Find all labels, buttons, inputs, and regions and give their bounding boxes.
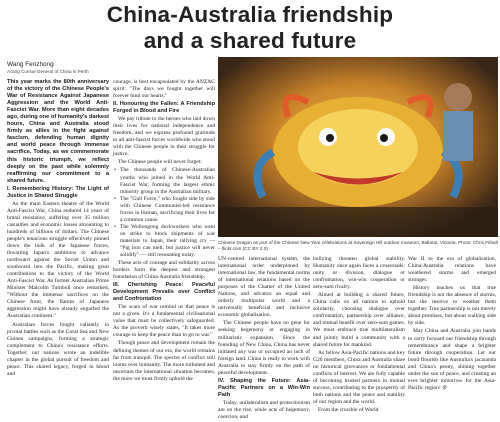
paragraph: We pay tribute to the heroes who laid down their lives for national independence and freedom, and we express profound gratitude to all anti-fascist forces worldwide who stood with the Chinese people in their struggle for justice. xyxy=(113,116,215,158)
paragraph: History teaches us that true friendship is not the absence of storms, but the resolve to weather them together. True partnership is not merely about promises, but about walking side by side. xyxy=(408,285,496,327)
paragraph: War II to the era of globalisation, China-Australia relations have weathered storms and emerged stronger. xyxy=(408,256,496,284)
dragon-photo xyxy=(218,57,498,237)
dragon-photo-image xyxy=(218,57,498,237)
headline-line-1: China-Australia friendship xyxy=(106,2,394,27)
paragraph: Today, unilateralism and protectionism are on the rise, while acts of hegemony, coercion, and xyxy=(218,399,310,420)
paragraph: The Chinese people will never forget: xyxy=(118,159,202,166)
paragraph: May China and Australia join hands to carry forward our friendship through remembrance and shape a brighter future through cooperation. Let our bond flourish like Australia's jacaranda and China's peony, shining together under the sun of peace, and creating an ever brighter tomorrow for the Asia-Pacific region! ⊘ xyxy=(408,328,496,391)
paragraph: The Chinese people have no gene for seeking hegemony or engaging in militaristic expansion. Since the founding of New China, China has never initiated any war or occupied an inch of foreign land. China is ready to work with Australia to stay firmly on the path of peaceful development. xyxy=(218,320,310,376)
paragraph: bullying threaten global stability. Humanity once again faces a crossroads: unity or division, dialogue or confrontation, win-win cooperation or zero-sum rivalry. xyxy=(313,256,405,291)
section-heading-2: II. Honouring the Fallen: A Friendship Forged in Blood and Fire xyxy=(113,101,215,115)
paragraph: UN-centred international system, the international order underpinned by international law, the fundamental norms of international relations based on the purposes of the Charter of the United Nations, and advance an equal and orderly multipolar world and a universally beneficial and inclusive economic globalisation. xyxy=(218,256,310,319)
lead-paragraph: This year marks the 80th anniversary of the victory of the Chinese People's War of Resistance Against Japanese Aggression and the World Anti-Fascist War. More than eight decades ago, during one of humanity's darkest hours, China and Australia stood firmly as allies in the fight against fascism, defending human dignity and world peace through immense sacrifice. Today, as we commemorate this historic triumph, we reflect deeply on the past while solemnly reaffirming our commitment to a shared future. xyxy=(7,79,109,184)
list-item: • The thousands of Chinese-Australian youths who joined in the World Anti-Fascist War, forming the largest ethnic minority group in the Australian military. xyxy=(120,167,215,195)
paragraph: The scars of war remind us that peace is not a given. It's a fundamental civilisational value that must be collectively safeguarded. As the proverb wisely states, "It takes more courage to keep the peace than to go to war." xyxy=(113,304,215,339)
paragraph: As fellow Asia-Pacific nations and key G20 members, China and Australia share no historical grievances or fundamental conflicts of interest. We are fully capable of becoming trusted partners in mutual success, contributing to the prosperity of both nations and the peace and stability of our region and the world. xyxy=(313,349,405,405)
bullet-list xyxy=(113,167,215,259)
paragraph: courage, is best encapsulated by the ANZAC spirit: "The days we fought together will forever bind our hearts." xyxy=(113,79,215,100)
article-column-4 xyxy=(313,256,405,415)
author-name: Wang Fenzhong xyxy=(7,61,54,68)
section-heading-4: IV. Shaping the Future: Asia-Pacific Partners on a Win-Win Path xyxy=(218,377,310,398)
paragraph: Aimed at building a shared future, China calls on all nations to uphold solidarity, choosing dialogue over confrontation, partnership over alliance, and mutual benefit over zero-sum games. We must embrace true multilateralism and jointly build a community with a shared future for mankind. xyxy=(313,292,405,348)
paragraph: As the main Eastern theatre of the World Anti-Fascist War, China endured 14 years of brutal resistance, suffering over 35 million casualties and economic losses amounting to hundreds of billions of dollars. The Chinese people's tenacious struggle effectively pinned down the bulk of the Japanese forces, thwarting Japan's ambitions to advance northward against the Soviet Union and southward into the Pacific, making great contributions to the victory of the World Anti-Fascist War. As former Australian Prime Minister Malcolm Turnbull once remarked, "Without the immense sacrifices on the Chinese front, the flames of Japanese aggression might have already engulfed the Australian continent." xyxy=(7,200,109,320)
article-column-2 xyxy=(113,79,215,384)
section-heading-1: I. Remembering History: The Light of Justice in Shared Struggle xyxy=(7,185,109,199)
list-item: • The Wollongong dockworkers who went on strike to block shipments of war materials to Japan, their rallying cry — "Pig iron can melt, but justice will never solidify" — still resonating today. xyxy=(120,224,215,259)
paragraph: These acts of courage and solidarity across borders form the deepest and strongest foundation of China-Australia friendship. xyxy=(113,260,215,281)
article-headline xyxy=(0,2,500,54)
paragraph: Though peace and development remain the defining themes of our era, the world remains far from tranquil. The spectre of conflict still looms over humanity. The more turbulent and uncertain the international situation becomes, the more we must firmly uphold the xyxy=(113,340,215,382)
article-column-3 xyxy=(218,256,310,422)
headline-line-2: and a shared future xyxy=(143,28,357,53)
photo-caption: Chinese Dragon as part of the Chinese New Year celebrations at Sovereign Hill outdoor museum, Ballarat, Victoria. Photo: Chris Fithall – flickr.com (CC BY 2.0) xyxy=(218,240,498,252)
article-column-5 xyxy=(408,256,496,393)
list-item: • The "Gull Force," who fought side by side with Chinese Communist-led resistance forces in Hainan, sacrificing their lives for a common cause. xyxy=(120,196,215,224)
byline xyxy=(7,60,89,75)
article-column-1 xyxy=(7,79,109,379)
paragraph: From the crucible of World xyxy=(318,406,379,413)
author-role: Acting Consul-General of China in Perth xyxy=(7,69,89,74)
paragraph: Australian forces fought valiantly in pivotal battles such as the Coral Sea and New Guinea campaigns, forming a strategic complement to China's resistance efforts. Together, our nations wrote an indelible chapter in the global pursuit of freedom and peace. This shared legacy, forged in blood and xyxy=(7,321,109,377)
section-heading-3: III. Cherishing Peace: Peaceful Development Prevails over Conflict and Confrontation xyxy=(113,282,215,303)
